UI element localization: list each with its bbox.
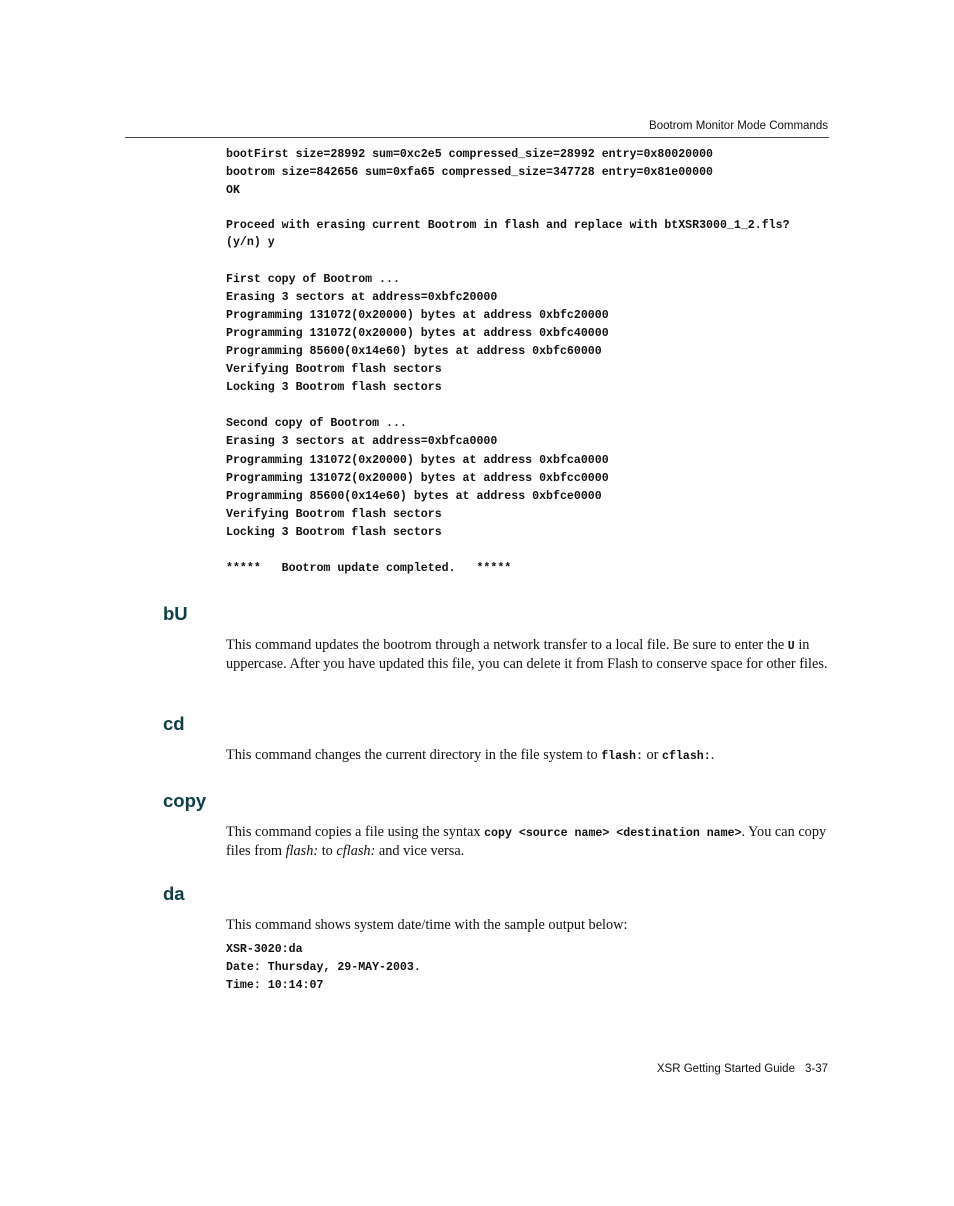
cd-text: This command changes the current directory in the file system to	[226, 747, 602, 763]
copy-text: to	[318, 842, 337, 859]
bu-text: in uppercase. After you have updated this file, you can delete it from Flash to conserve space for other files.	[226, 637, 828, 672]
section-heading-da: da	[163, 883, 185, 904]
cd-text: or	[642, 747, 662, 763]
code-line: Erasing 3 sectors at address=0xbfc20000	[226, 290, 498, 304]
code-line: XSR-3020:da	[226, 943, 303, 956]
header-rule	[125, 137, 829, 138]
code-line: Locking 3 Bootrom flash sectors	[226, 381, 442, 395]
code-line: Locking 3 Bootrom flash sectors	[226, 525, 442, 539]
bootrom-update-output	[226, 146, 790, 578]
code-line: Programming 85600(0x14e60) bytes at address 0xbfce0000	[226, 489, 602, 503]
code-line: Erasing 3 sectors at address=0xbfca0000	[226, 435, 498, 449]
code-line: bootFirst size=28992 sum=0xc2e5 compressed_size=28992 entry=0x80020000	[226, 148, 714, 161]
page-footer	[657, 1063, 828, 1075]
section-heading-cd: cd	[163, 713, 185, 734]
copy-text: This command copies a file using the syntax	[226, 824, 485, 840]
copy-dest-fs: cflash:	[336, 842, 376, 859]
copy-syntax: copy <source name> <destination name>	[484, 827, 742, 840]
cd-text: .	[710, 747, 715, 763]
code-line: Programming 131072(0x20000) bytes at address 0xbfc40000	[226, 326, 609, 340]
code-line: Time: 10:14:07	[226, 979, 324, 993]
da-description: This command shows system date/time with the sample output below:	[226, 917, 628, 933]
copy-source-fs: flash:	[285, 842, 319, 859]
bu-code: U	[787, 640, 795, 653]
code-line: Programming 131072(0x20000) bytes at address 0xbfca0000	[226, 453, 609, 467]
da-sample-output	[226, 941, 421, 995]
code-line: ***** Bootrom update completed. *****	[226, 562, 512, 576]
cd-description	[226, 747, 831, 766]
code-line: Date: Thursday, 29-MAY-2003.	[226, 961, 421, 975]
code-line: First copy of Bootrom ...	[226, 272, 400, 286]
code-line	[226, 542, 790, 560]
bu-description	[226, 637, 831, 672]
copy-text: and vice versa.	[375, 842, 465, 859]
code-line: Verifying Bootrom flash sectors	[226, 363, 442, 377]
footer-guide-title: XSR Getting Started Guide	[656, 1063, 795, 1075]
copy-text: . You can copy files from	[226, 824, 827, 859]
bu-text: This command updates the bootrom through a network transfer to a local file. Be sure to enter the	[226, 637, 788, 653]
code-line: Programming 131072(0x20000) bytes at address 0xbfcc0000	[226, 471, 609, 485]
code-line: (y/n) y	[226, 236, 275, 250]
section-heading-bu: bU	[163, 603, 188, 624]
page-number: 3-37	[804, 1063, 828, 1075]
code-line: Second copy of Bootrom ...	[226, 417, 407, 431]
cd-code-flash: flash:	[601, 750, 643, 763]
cd-code-cflash: cflash:	[662, 750, 711, 763]
code-line: bootrom size=842656 sum=0xfa65 compressed_size=347728 entry=0x81e00000	[226, 166, 714, 180]
running-header: Bootrom Monitor Mode Commands	[649, 120, 828, 132]
code-line: OK	[226, 184, 240, 198]
code-line: Programming 85600(0x14e60) bytes at address 0xbfc60000	[226, 344, 602, 358]
code-line: Verifying Bootrom flash sectors	[226, 507, 442, 521]
code-line: Proceed with erasing current Bootrom in flash and replace with btXSR3000_1_2.fls?	[226, 219, 790, 233]
code-line	[226, 397, 790, 415]
copy-description	[226, 824, 831, 859]
code-line	[226, 252, 790, 270]
section-heading-copy: copy	[163, 790, 207, 811]
code-line: Programming 131072(0x20000) bytes at address 0xbfc20000	[226, 308, 609, 322]
code-line	[226, 200, 790, 218]
